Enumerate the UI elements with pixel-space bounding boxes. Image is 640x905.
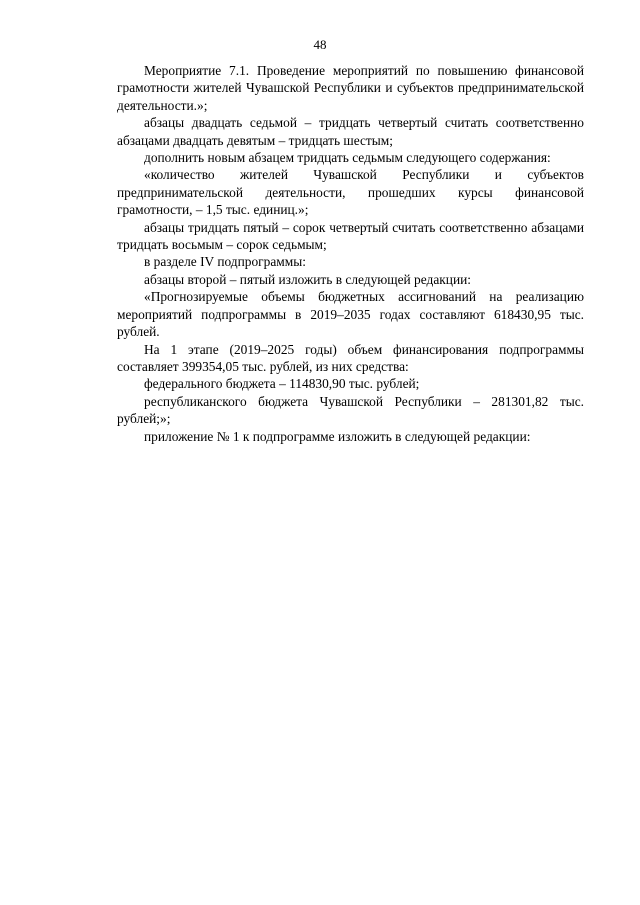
paragraph-stage-1: На 1 этапе (2019–2025 годы) объем финансирования подпрограммы составляет 399354,05 тыс. рублей, из них средства: xyxy=(117,341,584,374)
paragraph-renumber-27-34: абзацы двадцать седьмой – тридцать четвертый считать соответственно абзацами двадцать девятым – тридцать шестым; xyxy=(117,115,584,148)
paragraph-add-37: дополнить новым абзацем тридцать седьмым следующего содержания: xyxy=(144,150,551,166)
paragraph-republic-budget: республиканского бюджета Чувашской Республики – 281301,82 тыс. рублей;»; xyxy=(117,393,584,427)
paragraph-forecast-budget: «Прогнозируемые объемы бюджетных ассигнований на реализацию мероприятий подпрограммы в 2019–2035 годах составляют 618430,95 тыс. рублей. xyxy=(117,289,584,340)
document-body xyxy=(117,62,584,445)
paragraph-section-iv: в разделе IV подпрограммы: xyxy=(144,254,306,270)
paragraph-event-7-1: Мероприятие 7.1. Проведение мероприятий по повышению финансовой грамотности жителей Чувашской Республики и субъектов предпринимательской деятельности.»; xyxy=(117,63,584,113)
paragraph-federal-budget: федерального бюджета – 114830,90 тыс. рублей; xyxy=(144,376,420,392)
paragraph-abzacy-2-5: абзацы второй – пятый изложить в следующей редакции: xyxy=(144,271,472,287)
paragraph-appendix-1: приложение № 1 к подпрограмме изложить в следующей редакции: xyxy=(144,428,531,444)
paragraph-residents-count: «количество жителей Чувашской Республики и субъектов предпринимательской деятельности, прошедших курсы финансовой грамотности, – 1,5 тыс. единиц.»; xyxy=(117,167,584,218)
page-number: 48 xyxy=(313,37,327,52)
paragraph-renumber-35-44: абзацы тридцать пятый – сорок четвертый считать соответственно абзацами тридцать восьмым – сорок седьмым; xyxy=(117,219,584,253)
